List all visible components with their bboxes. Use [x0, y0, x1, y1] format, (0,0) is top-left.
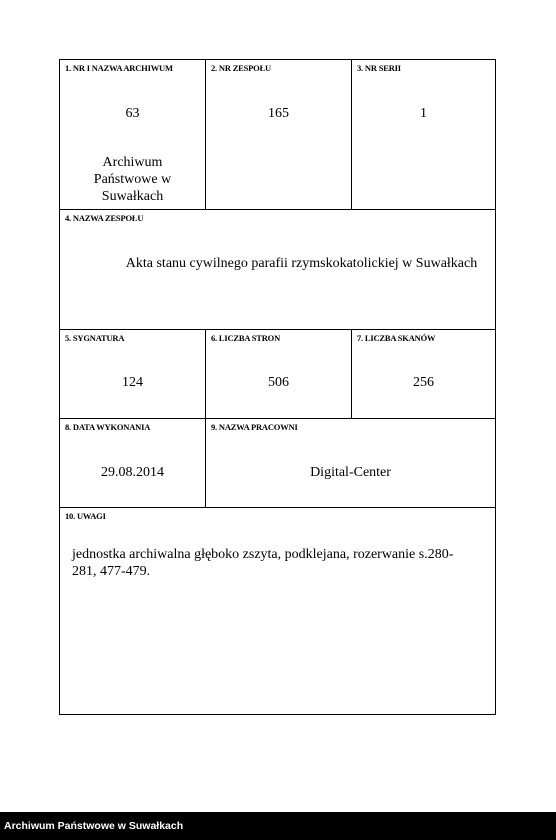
cell-signature: [60, 329, 205, 418]
label-scan-count: 7. LICZBA SKANÓW: [357, 333, 436, 343]
label-remarks: 10. UWAGI: [65, 511, 106, 521]
cell-studio: [205, 418, 495, 507]
date: 29.08.2014: [101, 465, 164, 480]
cell-page-count: [205, 329, 351, 418]
page-count: 506: [268, 375, 289, 390]
fonds-name: Akta stanu cywilnego parafii rzymskokatolickiej w Suwałkach: [125, 256, 478, 271]
label-page-count: 6. LICZBA STRON: [211, 333, 281, 343]
label-fonds-number: 2. NR ZESPOŁU: [211, 63, 271, 73]
label-series-number: 3. NR SERII: [357, 63, 401, 73]
archive-name: Archiwum Państwowe w Suwałkach: [93, 155, 172, 204]
footer-text: Archiwum Państwowe w Suwałkach: [4, 820, 184, 832]
label-signature: 5. SYGNATURA: [65, 333, 125, 343]
cell-date: [60, 418, 205, 507]
signature: 124: [122, 375, 143, 390]
archive-number: 63: [125, 106, 140, 121]
label-fonds-name: 4. NAZWA ZESPOŁU: [65, 213, 144, 223]
fonds-number: 165: [268, 106, 289, 121]
cell-series-number: [351, 60, 495, 209]
label-date: 8. DATA WYKONANIA: [65, 422, 151, 432]
studio-name: Digital-Center: [310, 465, 391, 480]
cell-archive: [60, 60, 205, 209]
series-number: 1: [420, 106, 427, 121]
scan-count: 256: [413, 375, 434, 390]
cell-remarks: [60, 507, 495, 714]
cell-fonds-name: [60, 209, 495, 329]
label-archive: 1. NR I NAZWA ARCHIWUM: [65, 63, 173, 73]
footer-bar: [0, 812, 556, 840]
metadata-form: [59, 59, 496, 715]
cell-scan-count: [351, 329, 495, 418]
cell-fonds-number: [205, 60, 351, 209]
label-studio: 9. NAZWA PRACOWNI: [211, 422, 298, 432]
remarks: jednostka archiwalna głęboko zszyta, podklejana, rozerwanie s.280-281, 477-479.: [72, 547, 454, 579]
